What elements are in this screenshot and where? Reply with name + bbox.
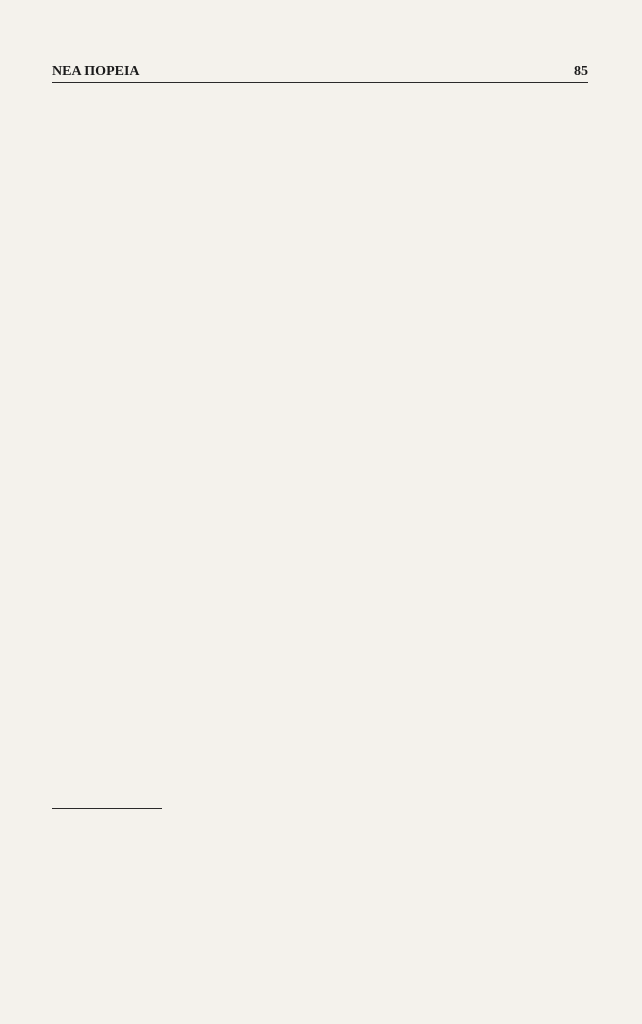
journal-title: ΝΕΑ ΠΟΡΕΙΑ [52, 64, 140, 79]
header-rule [52, 82, 588, 83]
page-number: 85 [574, 64, 588, 79]
running-header [52, 64, 588, 80]
footnote-rule [52, 808, 162, 809]
